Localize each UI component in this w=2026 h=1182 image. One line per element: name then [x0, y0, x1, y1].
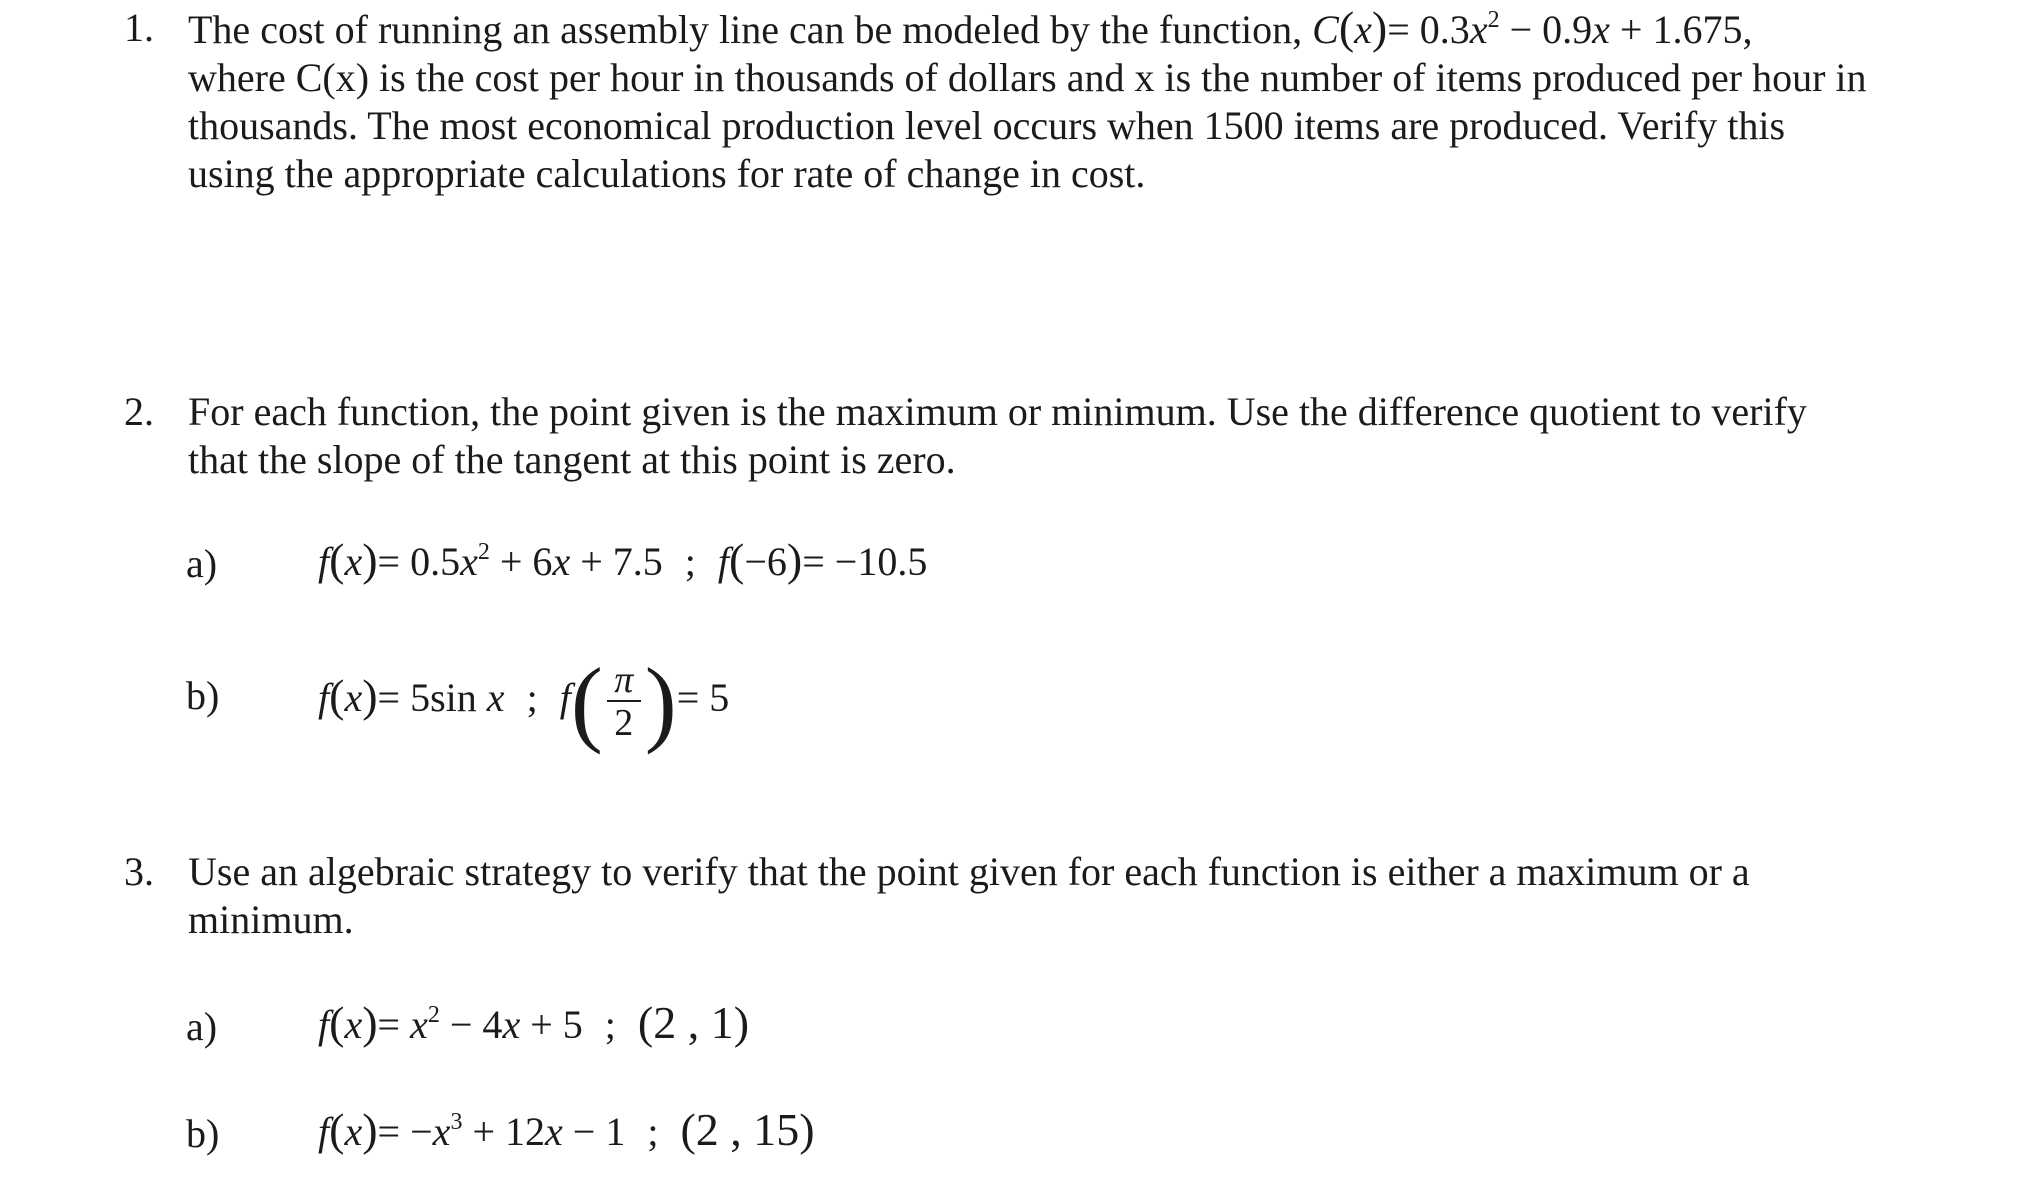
cost-function-formula: $C(x)= 0.3x^2 - 0.9x + 1.675$,	[1312, 2, 1753, 53]
formula-eq: = 0.3	[1387, 7, 1470, 52]
formula-var2: x	[1469, 7, 1488, 52]
question-3-line-1: Use an algebraic strategy to verify that the point given for each function is either a maximum or a	[188, 849, 1750, 894]
q3b-rhs3: − 1	[562, 1109, 626, 1154]
q2a-rhs1: = 0.5	[377, 539, 461, 584]
q2b-var: x	[344, 675, 363, 720]
q3a-rhs1: =	[377, 1002, 411, 1047]
question-2a-label: a)	[186, 541, 218, 586]
q3b-var3: x	[545, 1109, 563, 1154]
q3b-lhs: f	[318, 1109, 330, 1154]
question-1-line-1	[188, 4, 1948, 54]
question-2-number: 2.	[124, 389, 154, 434]
formula-exp: 2	[1487, 7, 1500, 33]
q3a-var: x	[344, 1002, 363, 1047]
formula-fn: C	[1312, 7, 1339, 52]
q2a-var3: x	[552, 539, 571, 584]
q2a-point-arg: −6	[744, 539, 787, 584]
q3a-var3: x	[502, 1002, 521, 1047]
formula-var3: x	[1592, 7, 1610, 52]
formula-rest1: − 0.9	[1499, 7, 1593, 52]
question-3-text	[188, 848, 1948, 944]
q2b-rhs1: = 5sin	[377, 675, 487, 720]
question-1-line-3: thousands. The most economical production level occurs when 1500 items are produced. Verify this	[188, 103, 1786, 148]
question-2-text	[188, 388, 1948, 484]
question-3b-label: b)	[186, 1111, 220, 1156]
q3b-rhs2: + 12	[462, 1109, 545, 1154]
question-2a-equation: $f(x)= 0.5x^2 + 6x + 7.5$ ; f(−6)= −10.5	[318, 534, 928, 585]
q3b-exp: 3	[450, 1109, 463, 1135]
q3b-semicolon: ;	[647, 1109, 659, 1154]
q2a-point-fn: f	[717, 539, 730, 584]
q2a-rhs3: + 7.5	[570, 539, 663, 584]
q3a-var2: x	[410, 1002, 428, 1047]
question-1-line-1-text: The cost of running an assembly line can be modeled by the function,	[188, 7, 1313, 52]
q2a-var: x	[344, 539, 363, 584]
q2b-lhs: f	[318, 675, 330, 720]
formula-var: x	[1354, 7, 1372, 52]
question-3a-equation: $f(x)= x^2 - 4x + 5$ ; (2 , 1)	[318, 997, 750, 1048]
q2a-point-val: = −10.5	[802, 539, 928, 584]
q3b-rhs1: = −	[377, 1109, 433, 1154]
formula-rest2: + 1.675,	[1609, 7, 1753, 52]
q2b-point-fn: f	[559, 675, 571, 720]
pi-over-2-fraction	[607, 660, 641, 744]
q2a-lhs: f	[318, 539, 330, 584]
question-2-line-2: that the slope of the tangent at this point is zero.	[188, 437, 956, 482]
q3a-semicolon: ;	[604, 1002, 616, 1047]
q2a-rhs2: + 6	[489, 539, 553, 584]
q3a-rhs2: − 4	[439, 1002, 503, 1047]
q2b-point-val: = 5	[676, 675, 730, 720]
question-1-text	[188, 4, 1948, 198]
q2b-var2: x	[486, 675, 505, 720]
question-1-line-4: using the appropriate calculations for rate of change in cost.	[188, 151, 1146, 196]
q3b-var: x	[344, 1109, 363, 1154]
q3a-rhs3: + 5	[520, 1002, 583, 1047]
fraction-numerator: π	[614, 658, 634, 701]
question-3-number: 3.	[124, 849, 154, 894]
q3b-point: (2 , 15)	[680, 1104, 815, 1155]
question-3b-equation: $f(x)= -x^3 + 12x - 1$ ; (2 , 15)	[318, 1104, 815, 1155]
question-3a-label: a)	[186, 1004, 218, 1049]
q3a-lhs: f	[318, 1002, 330, 1047]
q3a-exp: 2	[427, 1002, 440, 1028]
question-3-line-2: minimum.	[188, 897, 354, 942]
question-1-number: 1.	[124, 5, 154, 50]
q2b-semicolon: ;	[526, 675, 538, 720]
q2a-exp: 2	[477, 539, 490, 565]
question-2-line-1: For each function, the point given is the maximum or minimum. Use the difference quotient to verify	[188, 389, 1807, 434]
q2a-var2: x	[460, 539, 478, 584]
question-2b-equation: f(x)= 5sin x ; f( $\frac{\pi}{2}$ )= 5	[318, 647, 730, 755]
question-1-line-2: where C(x) is the cost per hour in thousands of dollars and x is the number of items produced per hour in	[188, 55, 1867, 100]
fraction-denominator: 2	[614, 701, 634, 744]
q3b-var2: x	[432, 1109, 451, 1154]
question-2b-label: b)	[186, 673, 220, 718]
q3a-point: (2 , 1)	[637, 997, 750, 1048]
q2a-semicolon: ;	[684, 539, 696, 584]
